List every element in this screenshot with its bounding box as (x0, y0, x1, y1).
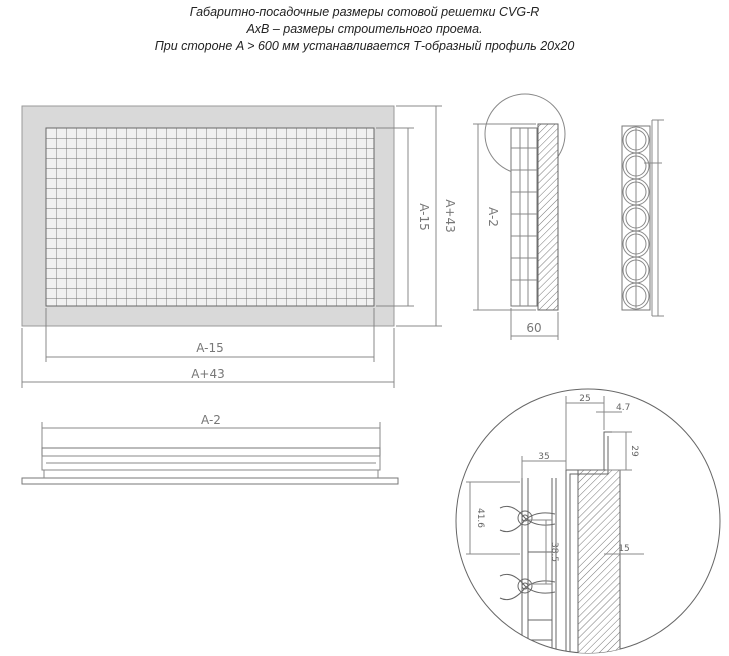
front-view (22, 106, 457, 388)
dim-label-outer-height: A+43 (443, 199, 457, 233)
honeycomb-mesh (46, 128, 374, 306)
caption-line-3: При стороне A > 600 мм устанавливается Т-образный профиль 20x20 (154, 39, 575, 53)
side-honeycomb (511, 128, 537, 306)
dim-side-depth (511, 308, 558, 340)
bottom-flange (22, 478, 398, 484)
dim-label-41-6: 41.6 (475, 507, 485, 529)
dim-label-inner-height: A-15 (417, 203, 431, 231)
side-view (473, 94, 565, 340)
dim-label-inner-width: A-15 (196, 341, 224, 355)
detail-view (456, 389, 720, 656)
caption-line-1: Габаритно-посадочные размеры сотовой решетки CVG-R (189, 5, 540, 19)
section-view (622, 120, 664, 316)
dim-label-side-depth: 60 (526, 321, 542, 335)
caption-line-2: AxB – размеры строительного проема. (246, 22, 483, 36)
dim-label-4-7: 4.7 (616, 403, 631, 413)
dim-label-15: 15 (618, 544, 630, 554)
dim-label-35: 35 (538, 452, 550, 462)
dim-label-25: 25 (579, 394, 591, 404)
dim-label-side-height: A-2 (486, 207, 500, 227)
bottom-view (22, 413, 398, 484)
dim-label-38-5: 38.5 (549, 541, 559, 563)
dim-label-29: 29 (629, 445, 639, 457)
dim-label-outer-width: A+43 (191, 367, 225, 381)
side-frame-hatched (538, 124, 558, 310)
dim-label-bottom-width: A-2 (201, 413, 221, 427)
dim-outer-width (22, 328, 394, 388)
